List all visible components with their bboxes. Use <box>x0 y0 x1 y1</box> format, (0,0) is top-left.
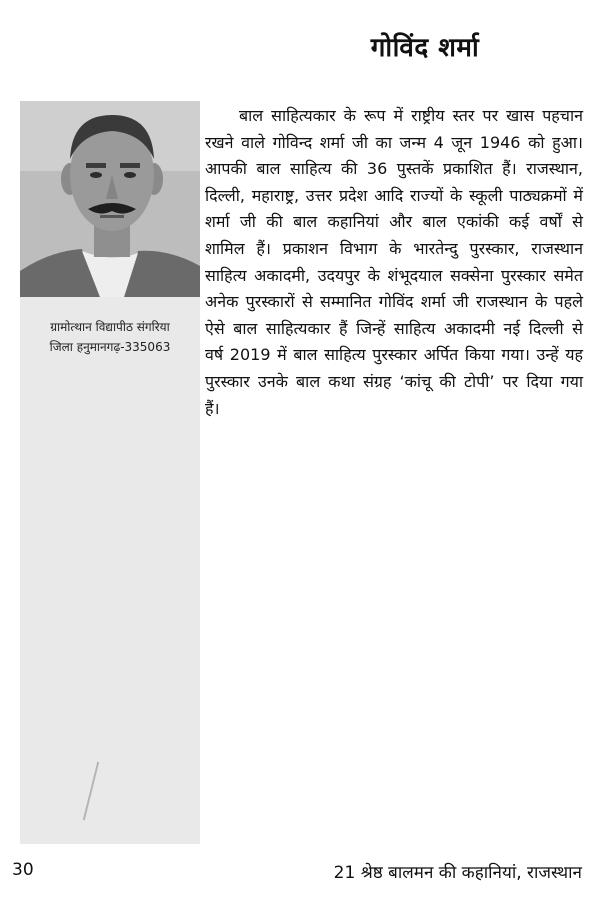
article-body <box>205 103 583 422</box>
page-title: गोविंद शर्मा <box>370 33 480 63</box>
paper-crease-mark <box>83 762 99 821</box>
address-line-1: ग्रामोत्थान विद्यापीठ संगरिया <box>50 320 170 334</box>
page-number: 30 <box>12 860 34 880</box>
address-line-2: जिला हनुमानगढ़-335063 <box>49 340 171 354</box>
author-photo <box>20 101 200 297</box>
book-title-footer: 21 श्रेष्ठ बालमन की कहानियां, राजस्थान <box>333 863 582 883</box>
author-address <box>20 317 200 357</box>
article-paragraph: बाल साहित्यकार के रूप में राष्ट्रीय स्तर पर खास पहचान रखने वाले गोविन्द शर्मा जी का जन्म 4 जून 1946 को हुआ। आपकी बाल साहित्य की 36 पुस्तकें प्रकाशित हैं। राजस्थान, दिल्ली, महाराष्ट्र, उत्तर प्रदेश आदि राज्यों के स्कूली पाठ्यक्रमों में शर्मा जी की बाल कहानियां और बाल एकांकी कई वर्षों से शामिल हैं। प्रकाशन विभाग के भारतेन्दु पुरस्कार, राजस्थान साहित्य अकादमी, उदयपुर के शंभूदयाल सक्सेना पुरस्कार समेत अनेक पुरस्कारों से सम्मानित गोविंद शर्मा जी राजस्थान के पहले ऐसे बाल साहित्यकार हैं जिन्हें साहित्य अकादमी नई दिल्ली से वर्ष 2019 में बाल साहित्य पुरस्कार अर्पित किया गया। उन्हें यह पुरस्कार उनके बाल कथा संग्रह ‘कांचू की टोपी’ पर दिया गया हैं। <box>205 106 583 418</box>
author-portrait-image <box>20 101 200 297</box>
author-sidebar <box>20 101 200 844</box>
